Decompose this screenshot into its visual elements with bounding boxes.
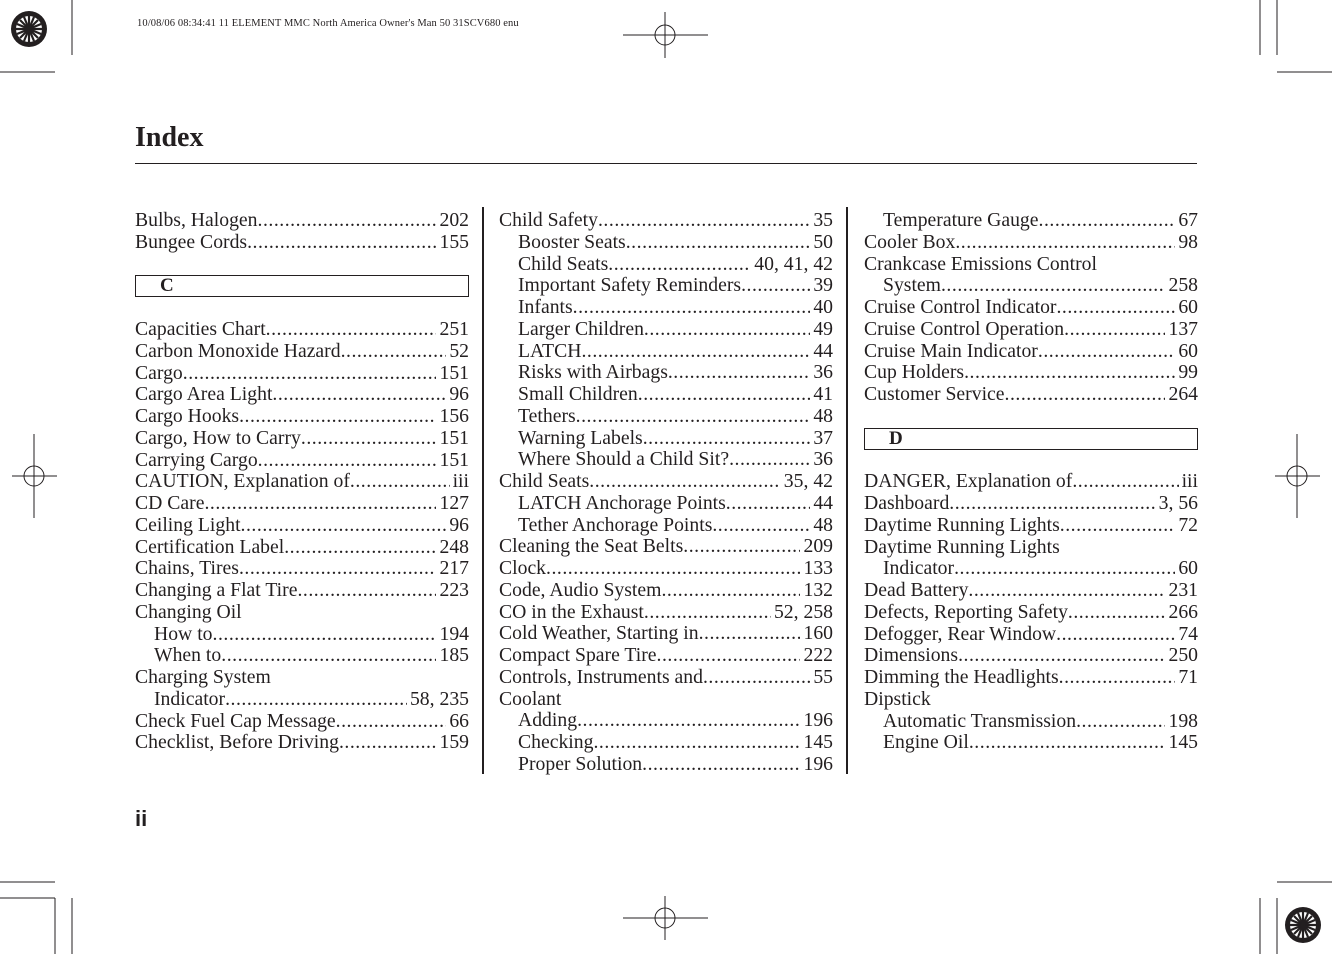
- entry-label: How to: [154, 622, 213, 645]
- entry-label: Dipstick: [864, 687, 931, 710]
- entry-page-ref: 251: [439, 318, 469, 340]
- leader-dots: [668, 362, 810, 384]
- index-column-2: [499, 210, 833, 776]
- leader-dots: [699, 623, 801, 645]
- spacer: [864, 450, 1198, 472]
- leader-dots: [964, 362, 1175, 384]
- index-entry: [135, 667, 469, 689]
- index-entry: [864, 210, 1198, 232]
- entry-label: Dead Battery: [864, 579, 969, 601]
- entry-label: Cup Holders: [864, 361, 965, 384]
- entry-label: Cargo Area Light: [135, 383, 273, 406]
- entry-label: Dashboard: [864, 492, 950, 514]
- entry-label: Automatic Transmission: [883, 709, 1077, 732]
- index-entry: [499, 232, 833, 254]
- entry-label: Charging System: [135, 666, 271, 688]
- leader-dots: [608, 254, 751, 276]
- entry-page-ref: 151: [439, 448, 469, 471]
- entry-label: Cargo, How to Carry: [135, 426, 301, 449]
- index-entry: [135, 602, 469, 624]
- leader-dots: [258, 210, 437, 232]
- entry-page-ref: 66: [449, 709, 469, 732]
- entry-page-ref: 266: [1168, 600, 1198, 623]
- leader-dots: [683, 536, 800, 558]
- index-entry: [864, 689, 1198, 711]
- index-entry: [135, 732, 469, 754]
- leader-dots: [213, 624, 437, 646]
- title-rule: [135, 163, 1197, 164]
- index-entry: [499, 297, 833, 319]
- leader-dots: [546, 558, 800, 580]
- entry-page-ref: 132: [803, 578, 833, 601]
- leader-dots: [1060, 515, 1176, 537]
- entry-page-ref: 35, 42: [783, 470, 833, 492]
- entry-page-ref: 156: [439, 405, 469, 427]
- entry-page-ref: 35: [813, 209, 833, 231]
- entry-label: Proper Solution: [518, 752, 643, 775]
- entry-page-ref: 49: [813, 317, 833, 340]
- index-entry: [135, 406, 469, 428]
- entry-page-ref: 250: [1168, 644, 1198, 667]
- entry-label: Tether Anchorage Points: [518, 513, 713, 536]
- leader-dots: [1056, 297, 1175, 319]
- entry-page-ref: 99: [1178, 361, 1198, 384]
- entry-label: CO in the Exhaust: [499, 600, 644, 623]
- index-entry: [864, 580, 1198, 602]
- entry-page-ref: 202: [439, 209, 469, 231]
- entry-label: Check Fuel Cap Message: [135, 709, 336, 732]
- leader-dots: [954, 558, 1175, 580]
- index-entry: [864, 645, 1198, 667]
- entry-label: Defogger, Rear Window: [864, 622, 1057, 645]
- entry-label: Adding: [518, 709, 578, 732]
- entry-page-ref: 127: [439, 492, 469, 514]
- index-entry: [499, 362, 833, 384]
- page-number: ii: [135, 806, 148, 831]
- entry-page-ref: iii: [1181, 470, 1198, 493]
- entry-label: Daytime Running Lights: [864, 535, 1060, 558]
- index-entry: [135, 645, 469, 667]
- leader-dots: [1068, 602, 1166, 624]
- entry-page-ref: 50: [813, 230, 833, 253]
- leader-dots: [643, 428, 811, 450]
- leader-dots: [339, 732, 437, 754]
- entry-label: Code, Audio System: [499, 578, 662, 601]
- entry-label: Child Seats: [499, 470, 590, 492]
- index-entry: [135, 515, 469, 537]
- leader-dots: [955, 232, 1175, 254]
- entry-page-ref: 58, 235: [409, 687, 469, 710]
- entry-label: Bungee Cords: [135, 230, 248, 253]
- entry-label: Cruise Control Indicator: [864, 296, 1057, 318]
- entry-label: Cold Weather, Starting in: [499, 622, 699, 645]
- entry-page-ref: 60: [1178, 296, 1198, 318]
- index-entry: [499, 449, 833, 471]
- index-entry: [864, 624, 1198, 646]
- section-letter-heading: D: [864, 428, 1198, 450]
- index-entry: [499, 384, 833, 406]
- entry-label: LATCH Anchorage Points: [518, 491, 726, 514]
- print-slug: 10/08/06 08:34:41 11 ELEMENT MMC North America Owner's Man 50 31SCV680 enu: [137, 18, 519, 29]
- index-entry: [499, 210, 833, 232]
- index-entry: [864, 515, 1198, 537]
- entry-label: Cargo Hooks: [135, 405, 240, 427]
- entry-label: Indicator: [883, 557, 955, 580]
- index-entry: [499, 254, 833, 276]
- entry-label: Cargo: [135, 361, 183, 384]
- index-entry: [864, 254, 1198, 276]
- leader-dots: [1038, 341, 1175, 363]
- leader-dots: [183, 363, 437, 385]
- index-entry: [135, 471, 469, 493]
- entry-label: Crankcase Emissions Control: [864, 252, 1097, 275]
- entry-label: System: [883, 274, 941, 297]
- leader-dots: [969, 732, 1166, 754]
- entry-page-ref: 145: [1168, 731, 1198, 754]
- index-entry: [499, 710, 833, 732]
- column-divider: [846, 207, 848, 774]
- entry-label: Where Should a Child Sit?: [518, 448, 730, 471]
- entry-label: Cleaning the Seat Belts: [499, 535, 684, 558]
- entry-label: Checklist, Before Driving: [135, 731, 339, 754]
- spacer: [864, 406, 1198, 428]
- index-entry: [499, 580, 833, 602]
- entry-page-ref: 71: [1178, 666, 1198, 688]
- index-entry: [499, 689, 833, 711]
- entry-label: Child Seats: [518, 252, 609, 275]
- entry-page-ref: 217: [439, 557, 469, 580]
- index-column-3: [864, 210, 1198, 754]
- leader-dots: [1005, 384, 1166, 406]
- index-entry: [864, 558, 1198, 580]
- index-entry: [499, 558, 833, 580]
- leader-dots: [581, 341, 810, 363]
- index-column-1: [135, 210, 469, 754]
- entry-label: Cruise Control Operation: [864, 317, 1065, 340]
- entry-label: Daytime Running Lights: [864, 513, 1060, 536]
- star-target-bottom-right: [1285, 907, 1321, 943]
- entry-page-ref: 155: [439, 230, 469, 253]
- entry-label: Checking: [518, 731, 594, 753]
- leader-dots: [301, 428, 437, 450]
- leader-dots: [577, 710, 800, 732]
- entry-page-ref: 3, 56: [1158, 492, 1198, 514]
- index-entry: [864, 384, 1198, 406]
- index-entry: [499, 275, 833, 297]
- entry-label: Compact Spare Tire: [499, 644, 657, 666]
- index-entry: [499, 471, 833, 493]
- index-entry: [135, 711, 469, 733]
- entry-label: Small Children: [518, 383, 638, 405]
- entry-label: When to: [154, 644, 222, 667]
- index-entry: [864, 319, 1198, 341]
- entry-label: Cruise Main Indicator: [864, 339, 1038, 362]
- section-letter-heading: C: [135, 275, 469, 297]
- entry-page-ref: 36: [813, 448, 833, 471]
- index-entry: [135, 537, 469, 559]
- leader-dots: [589, 471, 781, 493]
- entry-label: Defects, Reporting Safety: [864, 600, 1068, 623]
- index-entry: [499, 602, 833, 624]
- entry-page-ref: 40: [813, 296, 833, 318]
- index-entry: [864, 732, 1198, 754]
- leader-dots: [573, 297, 811, 319]
- leader-dots: [593, 732, 800, 754]
- entry-page-ref: 145: [803, 731, 833, 753]
- entry-page-ref: 223: [439, 579, 469, 601]
- leader-dots: [642, 754, 800, 776]
- leader-dots: [949, 493, 1155, 515]
- index-entry: [499, 493, 833, 515]
- entry-label: Indicator: [154, 687, 226, 710]
- entry-label: Changing a Flat Tire: [135, 579, 298, 601]
- entry-label: Child Safety: [499, 209, 598, 231]
- leader-dots: [638, 384, 811, 406]
- index-entry: [135, 450, 469, 472]
- entry-page-ref: 137: [1168, 317, 1198, 340]
- entry-label: Dimensions: [864, 644, 959, 667]
- leader-dots: [576, 406, 811, 428]
- leader-dots: [712, 515, 810, 537]
- leader-dots: [247, 232, 436, 254]
- index-entry: [135, 493, 469, 515]
- entry-label: Ceiling Light: [135, 513, 241, 536]
- entry-label: Booster Seats: [518, 230, 626, 253]
- index-entry: [135, 428, 469, 450]
- index-entry: [135, 624, 469, 646]
- entry-label: Larger Children: [518, 317, 644, 340]
- spacer: [135, 254, 469, 276]
- entry-label: Temperature Gauge: [883, 209, 1039, 231]
- leader-dots: [284, 537, 436, 559]
- entry-page-ref: 60: [1178, 339, 1198, 362]
- index-entry: [864, 493, 1198, 515]
- entry-label: Chains, Tires: [135, 557, 239, 580]
- index-entry: [135, 558, 469, 580]
- index-entry: [135, 580, 469, 602]
- entry-label: Warning Labels: [518, 426, 643, 449]
- entry-page-ref: 264: [1168, 383, 1198, 405]
- index-entry: [864, 602, 1198, 624]
- index-entry: [135, 384, 469, 406]
- leader-dots: [598, 210, 810, 232]
- index-entry: [864, 537, 1198, 559]
- entry-page-ref: 133: [803, 557, 833, 579]
- entry-label: Carrying Cargo: [135, 448, 258, 471]
- entry-label: Bulbs, Halogen: [135, 209, 258, 231]
- entry-page-ref: 37: [813, 426, 833, 449]
- entry-page-ref: 48: [813, 513, 833, 536]
- leader-dots: [266, 319, 437, 341]
- index-entry: [499, 645, 833, 667]
- index-entry: [135, 232, 469, 254]
- entry-page-ref: 185: [439, 644, 469, 667]
- leader-dots: [941, 275, 1165, 297]
- entry-label: Certification Label: [135, 535, 285, 558]
- entry-page-ref: 258: [1168, 274, 1198, 297]
- entry-page-ref: 67: [1178, 209, 1198, 231]
- entry-page-ref: 98: [1178, 230, 1198, 253]
- leader-dots: [1059, 667, 1176, 689]
- leader-dots: [644, 319, 810, 341]
- index-entry: [864, 297, 1198, 319]
- leader-dots: [1056, 624, 1175, 646]
- entry-label: Risks with Airbags: [518, 361, 668, 384]
- entry-label: Changing Oil: [135, 600, 242, 623]
- entry-label: Capacities Chart: [135, 318, 266, 340]
- entry-label: Tethers: [518, 404, 576, 427]
- index-entry: [499, 341, 833, 363]
- column-divider: [482, 207, 484, 774]
- leader-dots: [703, 667, 810, 689]
- entry-label: DANGER, Explanation of: [864, 470, 1073, 493]
- entry-page-ref: 36: [813, 361, 833, 384]
- entry-page-ref: 60: [1178, 557, 1198, 580]
- leader-dots: [729, 449, 810, 471]
- index-entry: [499, 732, 833, 754]
- entry-label: Cooler Box: [864, 230, 956, 253]
- entry-page-ref: 52, 258: [773, 600, 833, 623]
- leader-dots: [968, 580, 1165, 602]
- entry-label: CD Care: [135, 492, 205, 514]
- spacer: [135, 297, 469, 319]
- entry-label: Important Safety Reminders: [518, 274, 742, 297]
- entry-page-ref: 40, 41, 42: [754, 252, 833, 275]
- index-entry: [499, 536, 833, 558]
- index-entry: [864, 711, 1198, 733]
- leader-dots: [239, 558, 437, 580]
- entry-label: Customer Service: [864, 383, 1005, 405]
- index-entry: [499, 515, 833, 537]
- entry-label: Carbon Monoxide Hazard: [135, 339, 341, 362]
- leader-dots: [657, 645, 801, 667]
- entry-page-ref: 44: [813, 491, 833, 514]
- star-target-top-left: [11, 11, 47, 47]
- index-entry: [499, 754, 833, 776]
- entry-page-ref: 151: [439, 426, 469, 449]
- index-entry: [135, 341, 469, 363]
- entry-page-ref: iii: [452, 470, 469, 493]
- leader-dots: [258, 450, 437, 472]
- entry-page-ref: 198: [1168, 709, 1198, 732]
- entry-page-ref: 74: [1178, 622, 1198, 645]
- leader-dots: [341, 341, 447, 363]
- entry-page-ref: 194: [439, 622, 469, 645]
- index-entry: [499, 667, 833, 689]
- entry-label: Controls, Instruments and: [499, 665, 703, 688]
- entry-label: CAUTION, Explanation of: [135, 470, 350, 493]
- index-entry: [135, 689, 469, 711]
- leader-dots: [1039, 210, 1176, 232]
- index-entry: [864, 471, 1198, 493]
- leader-dots: [241, 515, 447, 537]
- leader-dots: [741, 275, 810, 297]
- entry-page-ref: 222: [803, 644, 833, 666]
- leader-dots: [644, 602, 771, 624]
- leader-dots: [726, 493, 811, 515]
- index-entry: [499, 406, 833, 428]
- entry-page-ref: 248: [439, 535, 469, 558]
- leader-dots: [225, 689, 407, 711]
- leader-dots: [626, 232, 811, 254]
- entry-page-ref: 41: [813, 383, 833, 405]
- index-entry: [135, 210, 469, 232]
- index-entry: [864, 341, 1198, 363]
- entry-page-ref: 55: [813, 665, 833, 688]
- index-entry: [499, 319, 833, 341]
- leader-dots: [204, 493, 436, 515]
- entry-label: Engine Oil: [883, 731, 969, 754]
- entry-page-ref: 96: [449, 383, 469, 406]
- entry-page-ref: 39: [813, 274, 833, 297]
- leader-dots: [221, 645, 436, 667]
- index-entry: [135, 319, 469, 341]
- entry-page-ref: 231: [1168, 579, 1198, 601]
- entry-label: LATCH: [518, 339, 582, 362]
- leader-dots: [1064, 319, 1165, 341]
- entry-page-ref: 160: [803, 622, 833, 645]
- entry-page-ref: 44: [813, 339, 833, 362]
- entry-page-ref: 52: [449, 339, 469, 362]
- leader-dots: [958, 645, 1165, 667]
- leader-dots: [239, 406, 436, 428]
- entry-page-ref: 209: [803, 535, 833, 558]
- index-entry: [864, 362, 1198, 384]
- index-entry: [135, 363, 469, 385]
- entry-page-ref: 196: [803, 709, 833, 732]
- entry-label: Infants: [518, 296, 573, 318]
- leader-dots: [1076, 711, 1165, 733]
- index-entry: [864, 232, 1198, 254]
- leader-dots: [336, 711, 447, 733]
- entry-page-ref: 48: [813, 404, 833, 427]
- index-entry: [499, 428, 833, 450]
- entry-page-ref: 96: [449, 513, 469, 536]
- index-entry: [864, 667, 1198, 689]
- index-entry: [864, 275, 1198, 297]
- entry-page-ref: 72: [1178, 513, 1198, 536]
- entry-label: Coolant: [499, 687, 562, 710]
- leader-dots: [1072, 471, 1178, 493]
- entry-label: Clock: [499, 557, 547, 579]
- entry-page-ref: 196: [803, 752, 833, 775]
- entry-page-ref: 151: [439, 361, 469, 384]
- entry-page-ref: 159: [439, 731, 469, 754]
- leader-dots: [661, 580, 800, 602]
- entry-label: Dimming the Headlights: [864, 666, 1059, 688]
- index-entry: [499, 623, 833, 645]
- leader-dots: [297, 580, 436, 602]
- page-title: Index: [135, 122, 204, 153]
- leader-dots: [272, 384, 446, 406]
- leader-dots: [350, 471, 450, 493]
